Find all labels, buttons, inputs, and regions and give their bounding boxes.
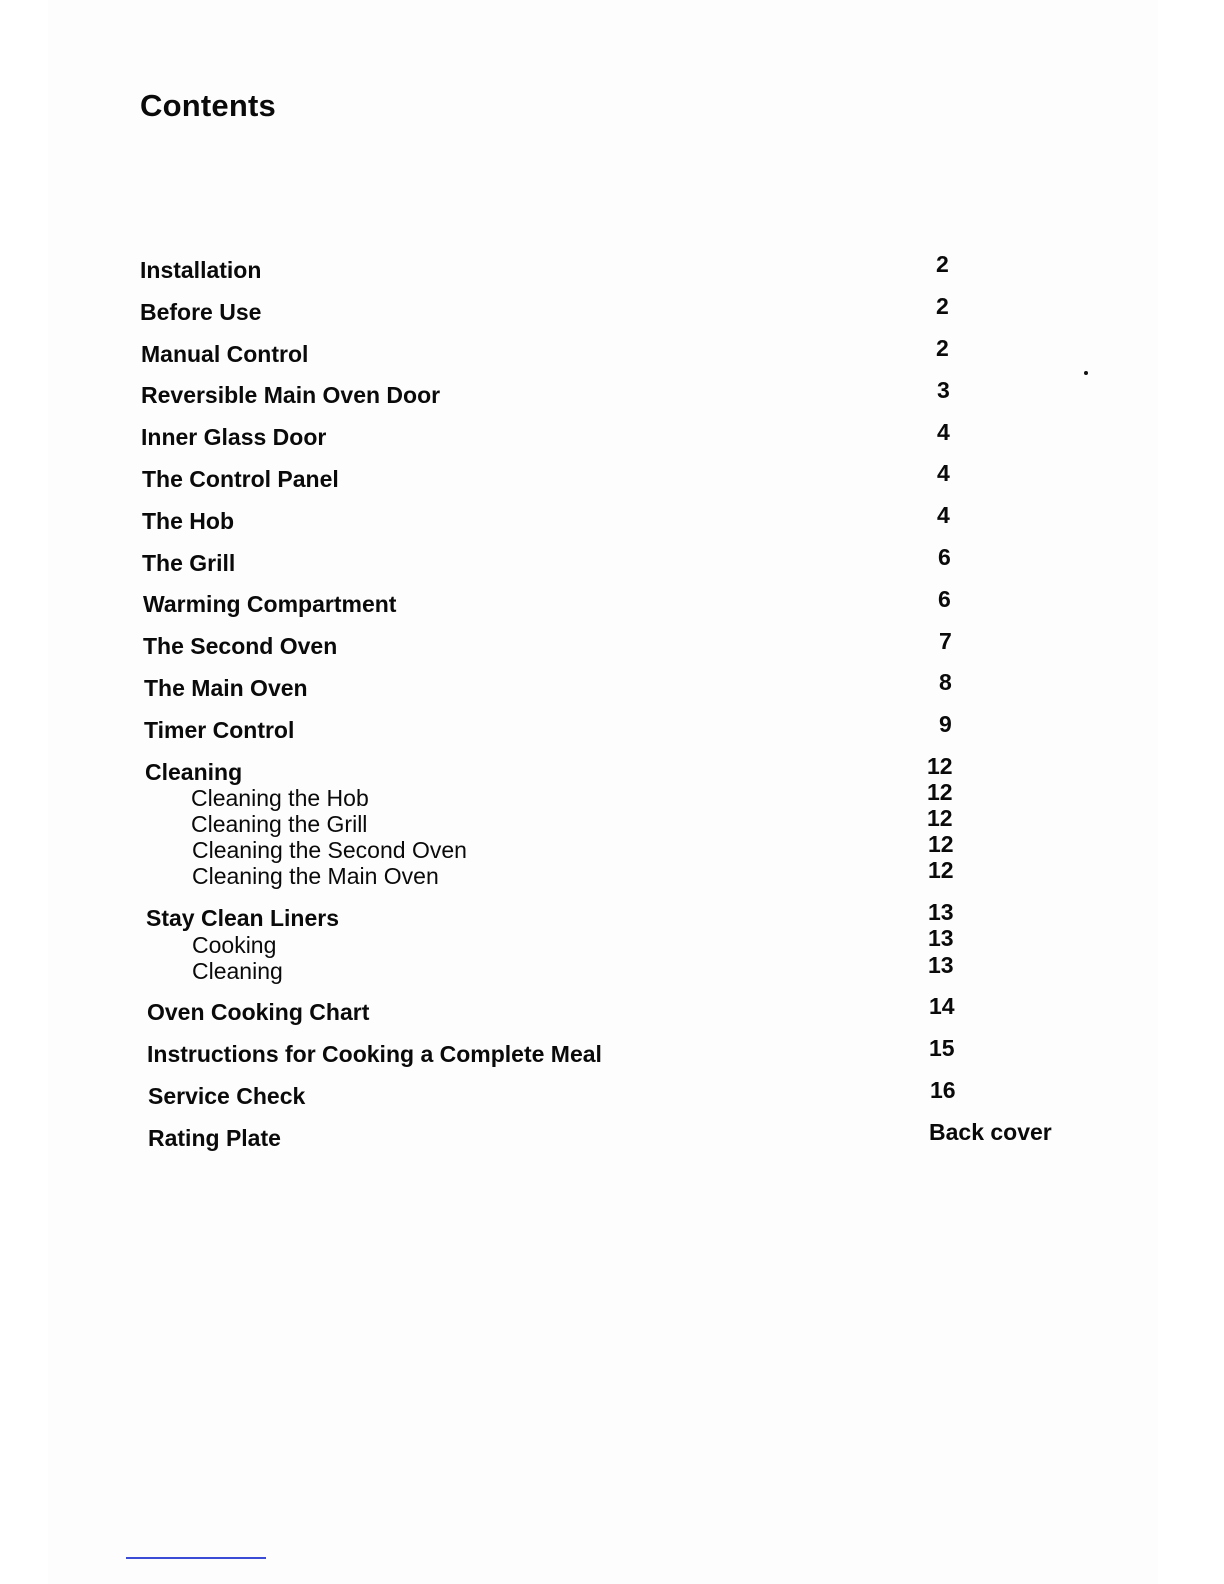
toc-entry-rating-plate[interactable]: Rating Plate [148, 1125, 281, 1151]
toc-entry-installation[interactable]: Installation [140, 257, 262, 283]
page-title: Contents [140, 88, 276, 123]
toc-page-rating-plate: Back cover [929, 1119, 1052, 1145]
toc-page-warming-compartment: 6 [938, 586, 951, 612]
toc-page-cleaning-the-second-oven: 12 [928, 831, 954, 857]
toc-page-before-use: 2 [936, 293, 949, 319]
toc-entry-the-second-oven[interactable]: The Second Oven [143, 633, 338, 659]
toc-entry-reversible-main-oven-door[interactable]: Reversible Main Oven Door [141, 382, 441, 408]
toc-page-cooking: 13 [928, 925, 954, 951]
toc-entry-cleaning[interactable]: Cleaning [145, 759, 243, 785]
toc-entry-timer-control[interactable]: Timer Control [144, 717, 295, 743]
toc-page-the-grill: 6 [938, 544, 951, 570]
toc-page-inner-glass-door: 4 [937, 419, 950, 445]
toc-entry-service-check[interactable]: Service Check [148, 1083, 306, 1109]
toc-entry-the-hob[interactable]: The Hob [142, 508, 234, 534]
toc-subentry-cleaning-the-main-oven[interactable]: Cleaning the Main Oven [192, 863, 439, 889]
toc-page-the-control-panel: 4 [937, 460, 950, 486]
toc-entry-instructions-complete-meal[interactable]: Instructions for Cooking a Complete Meal [147, 1041, 602, 1067]
toc-entry-stay-clean-liners[interactable]: Stay Clean Liners [146, 905, 340, 931]
toc-page-the-hob: 4 [937, 502, 950, 528]
toc-subentry-cleaning-the-hob[interactable]: Cleaning the Hob [191, 785, 369, 811]
toc-page-installation: 2 [936, 251, 949, 277]
toc-page-cleaning: 12 [927, 753, 953, 779]
toc-entry-the-grill[interactable]: The Grill [142, 550, 236, 576]
toc-subentry-cleaning-the-grill[interactable]: Cleaning the Grill [191, 811, 368, 837]
toc-page-the-second-oven: 7 [939, 628, 952, 654]
bottom-rule [126, 1557, 266, 1559]
toc-entry-warming-compartment[interactable]: Warming Compartment [143, 591, 397, 617]
toc-entry-the-main-oven[interactable]: The Main Oven [144, 675, 308, 701]
toc-entry-manual-control[interactable]: Manual Control [141, 341, 309, 367]
toc-page-cleaning-the-hob: 12 [927, 779, 953, 805]
toc-subentry-cleaning-the-second-oven[interactable]: Cleaning the Second Oven [192, 837, 467, 863]
toc-subentry-cleaning[interactable]: Cleaning [192, 958, 283, 984]
toc-page-cleaning-the-grill: 12 [927, 805, 953, 831]
toc-page-the-main-oven: 8 [939, 669, 952, 695]
toc-subentry-cooking[interactable]: Cooking [192, 932, 277, 958]
toc-page-service-check: 16 [930, 1077, 956, 1103]
toc-entry-inner-glass-door[interactable]: Inner Glass Door [141, 424, 327, 450]
toc-page-manual-control: 2 [936, 335, 949, 361]
toc-entry-the-control-panel[interactable]: The Control Panel [142, 466, 339, 492]
toc-page-reversible-main-oven-door: 3 [937, 377, 950, 403]
toc-page-instructions-complete-meal: 15 [929, 1035, 955, 1061]
toc-page-timer-control: 9 [939, 711, 952, 737]
toc-page-oven-cooking-chart: 14 [929, 993, 955, 1019]
toc-page-cleaning-the-main-oven: 12 [928, 857, 954, 883]
toc-entry-oven-cooking-chart[interactable]: Oven Cooking Chart [147, 999, 370, 1025]
toc-page-liners-cleaning: 13 [928, 952, 954, 978]
toc-entry-before-use[interactable]: Before Use [140, 299, 262, 325]
toc-page-stay-clean-liners: 13 [928, 899, 954, 925]
speck-mark [1084, 371, 1088, 375]
